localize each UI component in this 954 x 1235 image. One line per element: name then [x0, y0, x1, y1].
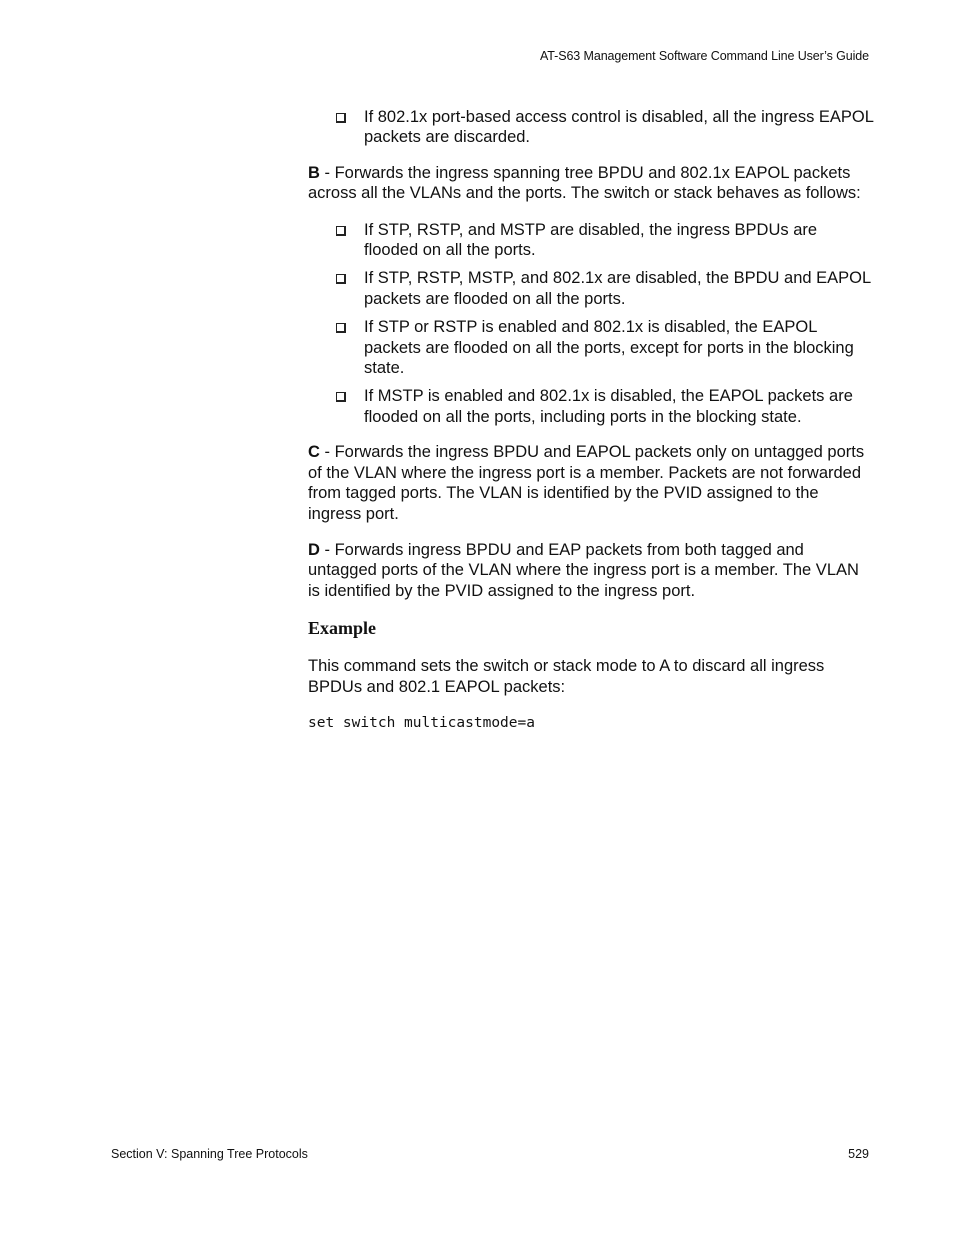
- page-content: [308, 107, 874, 733]
- example-description: This command sets the switch or stack mode to A to discard all ingress BPDUs and 802.1 EAPOL packets:: [308, 657, 825, 696]
- list-item: [308, 220, 874, 261]
- option-label: D: [308, 540, 320, 559]
- list-item: [308, 268, 874, 309]
- checkbox-bullet-icon: [336, 113, 346, 123]
- paragraph-d: [308, 540, 874, 601]
- paragraph-b: [308, 163, 874, 204]
- paragraph-text: - Forwards ingress BPDU and EAP packets from both tagged and untagged ports of the VLAN where the ingress port is a member. The VLAN is identified by the PVID assigned to the ingress port.: [308, 540, 859, 600]
- list-item: [308, 317, 874, 378]
- section-heading: Example: [308, 618, 377, 639]
- checkbox-bullet-icon: [336, 274, 346, 284]
- checkbox-bullet-icon: [336, 323, 346, 333]
- code-sample: set switch multicastmode=a: [308, 714, 535, 731]
- list-item-text: If STP, RSTP, MSTP, and 802.1x are disabled, the BPDU and EAPOL packets are flooded on all the ports.: [364, 269, 871, 308]
- paragraph-text: - Forwards the ingress BPDU and EAPOL packets only on untagged ports of the VLAN where the ingress port is a member. Packets are not forwarded from tagged ports. The VLAN is identified by the PVID assigned to the ingress port.: [308, 443, 865, 523]
- option-label: B: [308, 163, 320, 182]
- list-item: [308, 107, 874, 148]
- list-item: [308, 386, 874, 427]
- checkbox-bullet-icon: [336, 226, 346, 236]
- option-label: C: [308, 443, 320, 462]
- page-number: 529: [848, 1147, 869, 1161]
- paragraph-c: [308, 442, 874, 524]
- list-item-text: If STP, RSTP, and MSTP are disabled, the ingress BPDUs are flooded on all the ports.: [364, 220, 818, 260]
- list-item-text: If MSTP is enabled and 802.1x is disabled, the EAPOL packets are flooded on all the ports, including ports in the blocking state.: [364, 387, 853, 426]
- paragraph-text: - Forwards the ingress spanning tree BPDU and 802.1x EAPOL packets across all the VLANs and the ports. The switch or stack behaves as follows:: [308, 163, 861, 203]
- checkbox-bullet-icon: [336, 392, 346, 402]
- footer-section: Section V: Spanning Tree Protocols: [111, 1147, 308, 1161]
- list-item-text: If STP or RSTP is enabled and 802.1x is disabled, the EAPOL packets are flooded on all the ports, except for ports in the blocking state.: [364, 318, 854, 378]
- running-header: AT-S63 Management Software Command Line User’s Guide: [540, 49, 869, 63]
- list-item-text: If 802.1x port-based access control is disabled, all the ingress EAPOL packets are discarded.: [364, 108, 874, 147]
